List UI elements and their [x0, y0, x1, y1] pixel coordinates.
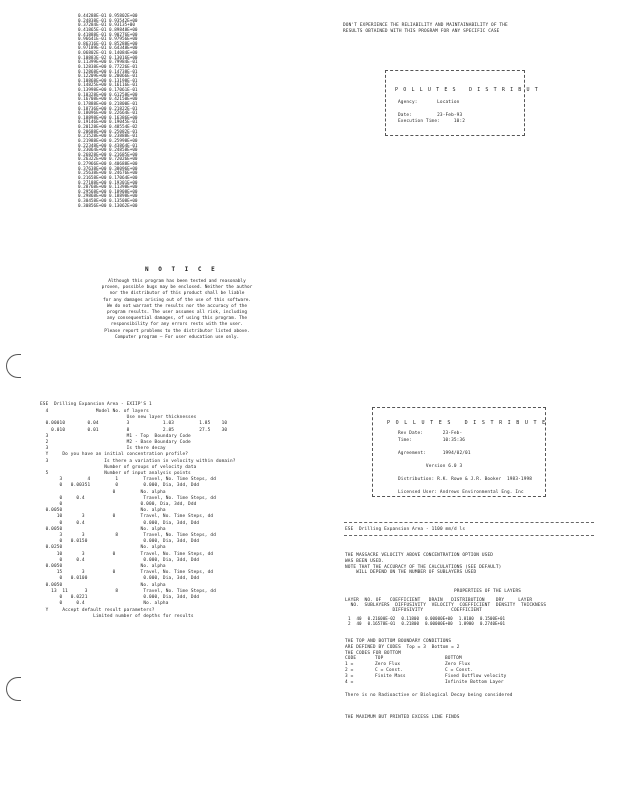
code-cell: Finite Mass — [375, 674, 406, 679]
value-row: 0.37638E+00 0.38096E+00 — [78, 166, 138, 172]
divider — [344, 535, 594, 536]
value-row: 0.06802E-01 0.14084E+00 — [78, 51, 138, 56]
value-row: 0.10868E+00 0.13198E-01 — [78, 78, 138, 84]
output-header: ESE Drilling Expansion Area - 1100 mm/d ls — [345, 527, 466, 532]
input-line: Number of groups of velocity data — [40, 464, 197, 470]
input-line: Limited number of depths for results — [40, 613, 194, 619]
input-line: Y Accept default result parameters? — [40, 607, 155, 613]
values-list — [78, 15, 138, 209]
license-box-line: Version 6.0 3 — [398, 463, 463, 469]
decay-note: There is no Radioactive or Biological Decay being considered — [345, 693, 513, 698]
value-row: 0.10883E-02 0.13016E+00 — [78, 55, 138, 61]
value-row: 0.97189E-01 0.64348E+00 — [78, 46, 138, 52]
table-cell: 0.21800 — [401, 621, 419, 626]
value-row: 0.28768E+00 0.11398E+00 — [78, 185, 138, 191]
table-row — [345, 621, 508, 626]
value-row: 0.27188E+00 0.19301E+00 — [78, 180, 138, 186]
boundary-line: THE CODES FOR BOTTOM — [345, 650, 401, 656]
binder-hole-mark — [6, 354, 21, 378]
input-line: 4 Model No. of layers — [40, 409, 149, 414]
binder-hole-mark — [6, 677, 21, 701]
table-cell: 0.2740E+01 — [479, 621, 506, 626]
license-box-line: Rev Date: 23-Feb- — [398, 431, 463, 436]
table-cell: 0.11800 — [401, 616, 419, 621]
input-line: 3 M1 - Top Boundary Code — [40, 433, 191, 439]
divider — [344, 522, 594, 523]
code-row — [345, 680, 535, 686]
notice-line: for any damages arising out of the use of this software. — [102, 297, 252, 303]
table-cell: 0.1500E+01 — [479, 616, 506, 621]
codes-header-cell: BOTTOM — [445, 656, 462, 661]
input-line: 0 0.000, Dia, 3dd, Ddd — [40, 502, 197, 508]
table-cell: 0.00000E+00 — [424, 621, 453, 626]
license-box-lines — [398, 431, 532, 496]
value-row: 0.11399E+00 0.79984E-01 — [78, 60, 138, 66]
input-line: 0 0.0150 0.000, Dia, 3dd, Ddd — [40, 539, 200, 545]
input-echo-header: ESE Drilling Expansion Area - EXIIP'S 1 — [40, 402, 152, 407]
value-row: 0.17888E+00 0.21800E-01 — [78, 101, 138, 107]
code-cell: Fixed Outflow velocity — [445, 674, 507, 679]
value-row: 0.12868E+00 0.14738E-01 — [78, 69, 138, 75]
notice-line: We do not warrant the results nor the accuracy of the — [106, 303, 248, 309]
value-row: 0.44288E-01 0.95802E+00 — [78, 14, 138, 19]
value-row: 0.25638E+00 0.24676E+00 — [78, 171, 138, 177]
value-row: 0.12209E+00 0.20066E-01 — [78, 74, 138, 80]
notice-line: Computer program — For user education use only. — [114, 334, 240, 340]
table-cell: 40 — [356, 616, 362, 621]
notice-paragraph — [72, 279, 282, 341]
input-line: 0 No. alpha — [40, 489, 166, 495]
properties-header-line: LAYER NO. OF COEFFICIENT DRAIN DISTRIBUTION DRY LAYER — [345, 598, 533, 603]
license-box-line: Licensed User: Andrews Environmental Eng. Inc — [398, 489, 524, 495]
license-box-line: Execution Time: 10:2 — [398, 119, 466, 124]
input-line: 0.0050 No. alpha — [40, 564, 166, 570]
input-line: 5 Number of input analysis points — [40, 471, 191, 477]
input-line: 0.0250 No. alpha — [40, 545, 166, 551]
input-line: 0.0050 No. alpha — [40, 526, 166, 532]
input-line: Use new layer thicknesses — [40, 415, 197, 421]
value-row: 0.18898E+00 0.16386E+00 — [78, 115, 138, 121]
value-row: 0.96641E-01 0.97956E+00 — [78, 37, 138, 43]
value-row: 0.21528E+00 0.23888E-01 — [78, 134, 138, 140]
input-line: 0 0.4 Travel, No. Time Steps, dd — [40, 495, 216, 501]
boundary-line: ARE DEFINED BY CODES Top = 3 Bottom = 2 — [345, 644, 460, 650]
input-echo-lines — [40, 409, 236, 620]
input-line: 0.0050 No. alpha — [40, 508, 166, 514]
table-cell: 0.21600E-02 — [367, 616, 396, 621]
input-line: 0 0.0221 0.000, Dia, 3dd, Ddd — [40, 595, 200, 601]
value-row: 0.22348E+00 0.43864E-01 — [78, 143, 138, 149]
output-intro-line: WAS BEEN USED. — [345, 558, 385, 564]
code-cell: C = Const. — [375, 668, 403, 673]
value-row: 0.29868E+00 0.18898E+00 — [78, 194, 138, 200]
input-line: Y Do you have an initial concentration profile? — [40, 452, 189, 458]
value-row: 0.29568E+00 0.18908E+00 — [78, 189, 138, 195]
input-line: 2 M2 - Base Boundary Code — [40, 440, 191, 446]
input-line: 0.00010 0.04 3 1.03 1.85 10 — [40, 421, 228, 427]
value-row: 0.14825E+00 0.16116E-01 — [78, 83, 138, 89]
top-right-note — [343, 17, 508, 35]
input-line: 10 3 0 Travel, No. Time Steps, dd — [40, 514, 214, 520]
code-cell: 2 = — [345, 668, 354, 673]
notice-line: program results. The user assumes all risk, including — [106, 310, 248, 316]
input-line: 3 3 8 Travel, No. Time Steps, dd — [40, 533, 216, 539]
code-cell: Infinite Bottom Layer — [445, 680, 504, 685]
value-row: 0.13998E+00 0.17061E-01 — [78, 88, 138, 93]
value-row: 0.26322E+00 0.72026E+00 — [78, 157, 138, 163]
table-cell: 0.16578E-01 — [367, 621, 396, 626]
table-cell: 1.8900 — [458, 621, 474, 626]
value-row: 0.27966E+00 0.40688E+00 — [78, 162, 138, 167]
value-row: 0.26828E+00 0.21685E+00 — [78, 152, 138, 158]
license-box-line: Agency: Location — [398, 100, 460, 105]
input-line: 3 Is there decay — [40, 446, 166, 452]
value-row: 0.41865E-01 0.89848E+00 — [78, 27, 138, 33]
value-row: 0.19146E+00 0.19045E-01 — [78, 120, 138, 126]
value-row: 0.16708E+00 0.42150E+00 — [78, 97, 138, 103]
input-line: 0.0050 No. alpha — [40, 582, 166, 588]
input-line: 3 Is there a variation in velocity within domain? — [40, 458, 236, 464]
input-line: 0 0.00351 0 0.000, Dia, 3dd, Ddd — [40, 483, 200, 489]
value-row: 0.21988E+00 0.25998E+00 — [78, 138, 138, 144]
notice-line: nor the distributor of this product shall be liable — [109, 291, 245, 297]
input-line: 3 4 1 Travel, No. Time Steps, dd — [40, 477, 216, 483]
value-row: 0.30856E+00 0.13062E+00 — [78, 203, 138, 209]
table-cell: 2 — [348, 621, 351, 626]
value-row: 0.24838E-01 0.93542E+00 — [78, 18, 138, 24]
value-row: 0.20688E+00 0.25082E-01 — [78, 129, 138, 135]
input-line: 0 0.4 No. alpha — [40, 601, 169, 607]
notice-line: responsibility for any errors rests with the user. — [110, 322, 244, 328]
license-box-title: P O L L U T E S D I S T R I B U T — [395, 87, 539, 93]
notice-title: N O T I C E — [145, 266, 218, 273]
boundary-intro — [345, 639, 460, 656]
note-line: DON'T EXPERIENCE THE RELIABILITY AND MAINTAINABILITY OF THE — [343, 23, 508, 28]
value-row: 0.10328E+00 0.61258E+00 — [78, 92, 138, 98]
value-row: 0.18736E+00 0.21822E-01 — [78, 106, 138, 112]
value-row: 0.86316E-01 0.85288E+00 — [78, 41, 138, 47]
code-cell: 1 = — [345, 662, 354, 667]
input-line: 10 3 0 Travel, No. Time Steps, dd — [40, 551, 214, 557]
input-line: 0 0.0100 0.000, Dia, 3dd, Ddd — [40, 576, 200, 582]
table-cell: 40 — [356, 621, 362, 626]
license-box-line: Time: 10:35:36 — [398, 437, 466, 443]
input-line: 0.010 0.01 8 2.85 27.5 30 — [40, 427, 228, 433]
notice-line: Although this program has been tested and reasonably — [108, 279, 246, 284]
codes-header-cell: CODE — [345, 656, 357, 661]
note-line: RESULTS OBTAINED WITH THIS PROGRAM FOR ANY SPECIFIC CASE — [343, 29, 500, 34]
code-cell: 4 = — [345, 680, 354, 685]
license-box-title: P O L L U T E S D I S T R I B U T E — [387, 420, 547, 426]
input-line: 15 3 0 Travel, No. Time Steps, dd — [40, 570, 214, 576]
table-cell: 1.8100 — [458, 616, 474, 621]
code-cell: Zero Flux — [445, 662, 471, 667]
properties-header-line: NO. SUBLAYERS DIFFUSIVITY VELOCITY COEFFICIENT DENSITY THICKNESS — [345, 603, 547, 609]
output-intro-line: THE MASSACRE VELOCITY ABOVE CONCENTRATION OPTION USED — [345, 553, 494, 558]
value-row: 0.30458E+00 0.13508E+00 — [78, 199, 138, 204]
notice-line: Please report problems to the distributor listed above. — [104, 328, 250, 334]
codes-header-cell: TOP — [375, 656, 384, 661]
output-intro-line: WILL DEPEND ON THE NUMBER OF SUBLAYERS USED — [345, 570, 477, 576]
properties-header — [345, 598, 546, 614]
notice-line: proven, possible bugs may be enclosed. Neither the author — [101, 285, 253, 291]
table-cell: 0.00000E+00 — [424, 616, 453, 621]
boundary-line: THE TOP AND BOTTOM BOUNDARY CONDITIONS — [345, 639, 452, 644]
properties-header-line: DIFFUSIVITY COEFFICIENT — [345, 608, 482, 614]
value-row: 0.21658E+00 0.17064E+00 — [78, 175, 138, 181]
output-footer: THE MAXIMUM BUT PRINTED EXCESS LINE FINDS — [345, 715, 460, 720]
input-line: 13 11 3 8 Travel, No. Time Steps, dd — [40, 588, 216, 594]
output-intro-line: NOTE THAT THE ACCURACY OF THE CALCULATIONS (SEE DEFAULT) — [345, 564, 502, 570]
code-cell: Zero Flux — [375, 662, 401, 667]
value-row: 0.23064E+00 0.24858E+00 — [78, 148, 138, 154]
value-row: 0.18096E+00 0.22664E-01 — [78, 111, 138, 117]
value-row: 0.20128E+00 0.48554E-02 — [78, 125, 138, 130]
input-line: 0 0.4 0.000, Dia, 3dd, Ddd — [40, 557, 200, 563]
license-box-line: Agreement: 1994/02/01 — [398, 450, 471, 456]
license-box-line: Distribution: R.K. Rowe & J.R. Booker 1983-1998 — [398, 476, 533, 482]
value-row: 0.41888E-01 0.90276E+00 — [78, 32, 138, 38]
license-box-line: Date: 23-Feb-93 — [398, 113, 463, 118]
properties-title: PROPERTIES OF THE LAYERS — [454, 589, 522, 594]
boundary-codes — [345, 656, 535, 686]
value-row: 0.12838E+00 0.77226E-01 — [78, 64, 138, 70]
code-cell: C = Const. — [445, 668, 473, 673]
notice-line: any consequential damages, of using this program. The — [106, 316, 248, 322]
properties-table — [345, 616, 508, 626]
code-cell: 3 = — [345, 674, 354, 679]
input-line: 0 0.4 0.000, Dia, 3dd, Ddd — [40, 520, 200, 526]
output-intro — [345, 553, 501, 576]
value-row: 0.37284E-01 0.93135+00 — [78, 23, 135, 29]
table-cell: 1 — [348, 616, 351, 621]
